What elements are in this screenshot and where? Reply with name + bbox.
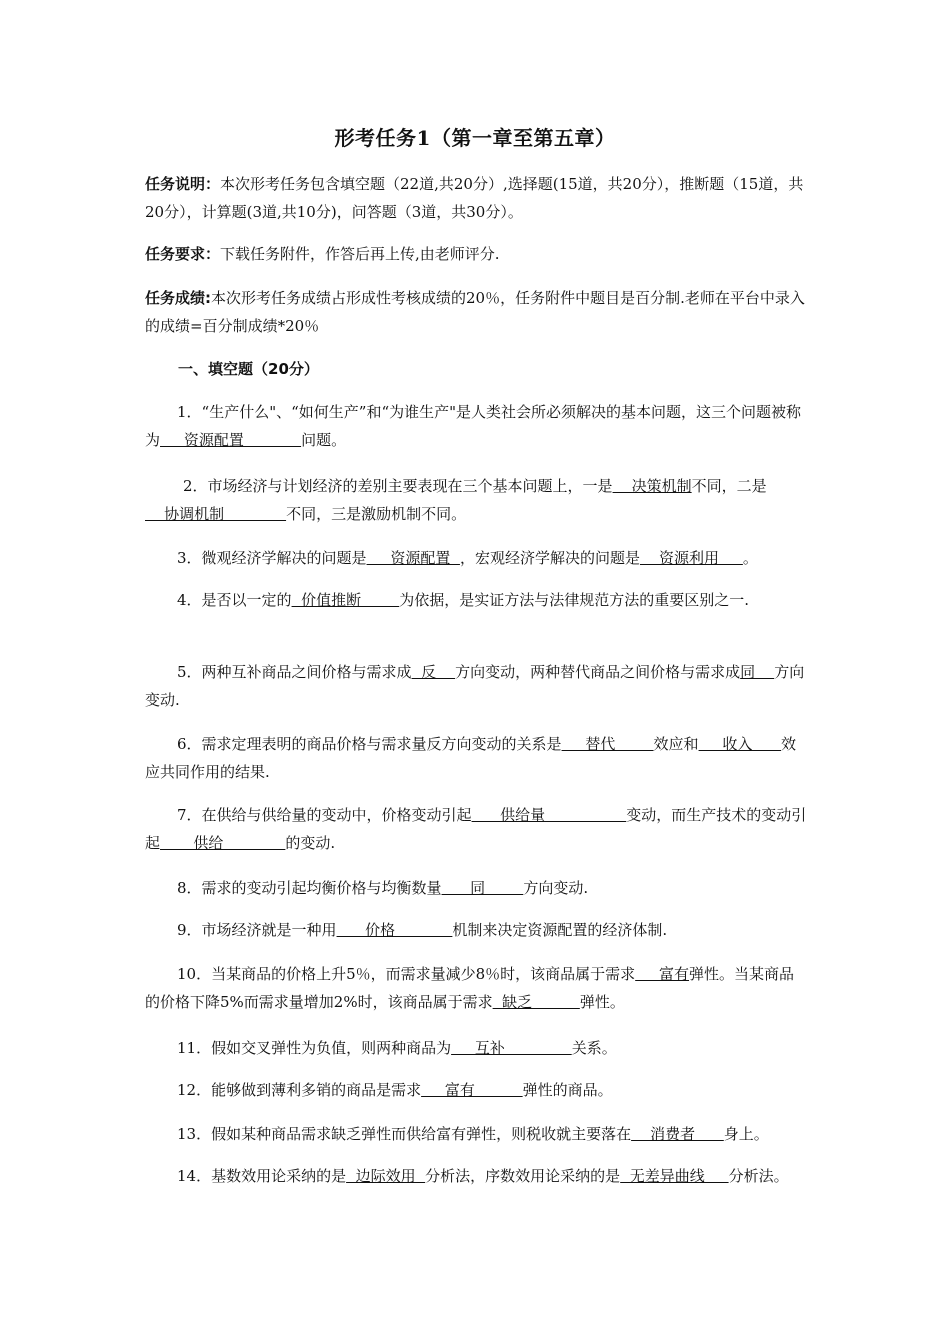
- answer-blank: 价格: [336, 921, 453, 939]
- task-grade-label: 任务成绩:: [145, 289, 211, 307]
- answer-blank: 同: [740, 663, 775, 681]
- question-text: 10．当某商品的价格上升5％，而需求量减少8％时，该商品属于需求: [177, 965, 636, 983]
- question-14: [145, 1162, 807, 1190]
- answer-blank: 替代: [561, 735, 654, 753]
- question-text: 问题。: [301, 431, 347, 449]
- answer-blank: 资源配置: [160, 431, 302, 449]
- question-1: [145, 398, 807, 454]
- question-text: 6．需求定理表明的商品价格与需求量反方向变动的关系是: [177, 735, 562, 753]
- question-text: 2．市场经济与计划经济的差别主要表现在三个基本问题上，一是: [183, 477, 613, 495]
- answer-blank: 收入: [698, 735, 782, 753]
- answer-blank: 价值推断: [291, 591, 400, 609]
- answer-blank: 缺乏: [492, 993, 580, 1011]
- question-9: [145, 916, 807, 944]
- question-text: 方向变动.: [523, 879, 589, 897]
- question-text: 的变动.: [285, 834, 336, 852]
- question-text: ，宏观经济学解决的问题是: [459, 549, 640, 567]
- task-grade-text: 本次形考任务成绩占形成性考核成绩的20％，任务附件中题目是百分制.老师在平台中录入的成绩=百分制成绩*20％: [145, 289, 805, 335]
- question-text: 不同，三是激励机制不同。: [286, 505, 467, 523]
- answer-blank: 决策机制: [612, 477, 692, 495]
- section-heading: 一、填空题（20分）: [178, 360, 319, 378]
- question-8: [145, 874, 807, 902]
- answer-blank: 富有: [421, 1081, 523, 1099]
- question-text: 弹性的商品。: [522, 1081, 613, 1099]
- answer-blank: 消费者: [631, 1125, 724, 1143]
- question-text: 5．两种互补商品之间价格与需求成: [177, 663, 412, 681]
- question-text: 效应共同作用的结果.: [145, 735, 797, 781]
- question-2: [145, 472, 807, 528]
- question-7: [145, 801, 807, 857]
- question-text: 方向变动.: [145, 663, 805, 709]
- answer-blank: 反: [411, 663, 456, 681]
- question-text: 1．“生产什么"、“如何生产”和“为谁生产"是人类社会所必须解决的基本问题，这三个问题被称为: [145, 403, 802, 449]
- answer-blank: 富有: [635, 965, 690, 983]
- answer-blank: 资源利用: [639, 549, 743, 567]
- question-12: [145, 1076, 807, 1104]
- task-description-label: 任务说明：: [145, 175, 221, 193]
- question-text: 12．能够做到薄利多销的商品是需求: [177, 1081, 422, 1099]
- page-title: 形考任务1（第一章至第五章）: [334, 126, 616, 150]
- question-text: 方向变动，两种替代商品之间价格与需求成: [455, 663, 741, 681]
- question-text: 效应和: [653, 735, 699, 753]
- answer-blank: 供给量: [471, 806, 627, 824]
- question-text: 9．市场经济就是一种用: [177, 921, 337, 939]
- answer-blank: 同: [441, 879, 524, 897]
- question-text: 4．是否以一定的: [177, 591, 292, 609]
- question-text: 弹性。当某商品的价格下降5%而需求量增加2%时，该商品属于需求: [145, 965, 795, 1011]
- question-text: 不同，二是: [691, 477, 767, 495]
- task-requirement-label: 任务要求：: [145, 245, 221, 263]
- task-description-text: 本次形考任务包含填空题（22道,共20分）,选择题(15道，共20分），推断题（15道，共20分），计算题(3道,共10分)，问答题（3道，共30分）。: [145, 175, 804, 221]
- answer-blank: 协调机制: [145, 505, 287, 523]
- question-text: 分析法。: [728, 1167, 789, 1185]
- answer-blank: 供给: [160, 834, 286, 852]
- task-description: [145, 170, 807, 226]
- question-text: 身上。: [723, 1125, 769, 1143]
- question-text: 弹性。: [579, 993, 625, 1011]
- question-text: 为依据，是实证方法与法律规范方法的重要区别之一.: [399, 591, 750, 609]
- question-10: [145, 960, 807, 1016]
- question-text: 13．假如某种商品需求缺乏弹性而供给富有弹性，则税收就主要落在: [177, 1125, 632, 1143]
- task-requirement-text: 下载任务附件，作答后再上传,由老师评分.: [220, 245, 500, 263]
- question-3: [145, 544, 807, 572]
- question-13: [145, 1120, 807, 1148]
- question-4: [145, 586, 807, 614]
- task-grade: [145, 284, 807, 340]
- question-text: 变动，而生产技术的变动引起: [145, 806, 807, 852]
- question-text: 关系。: [571, 1039, 617, 1057]
- question-text: 。: [742, 549, 758, 567]
- question-text: 3．微观经济学解决的问题是: [177, 549, 367, 567]
- question-11: [145, 1034, 807, 1062]
- task-requirement: [145, 240, 807, 268]
- answer-blank: 无差异曲线: [620, 1167, 729, 1185]
- question-text: 分析法，序数效用论采纳的是: [425, 1167, 621, 1185]
- question-text: 机制来决定资源配置的经济体制.: [452, 921, 668, 939]
- question-text: 11．假如交叉弹性为负值，则两种商品为: [177, 1039, 452, 1057]
- question-text: 8．需求的变动引起均衡价格与均衡数量: [177, 879, 442, 897]
- answer-blank: 互补: [451, 1039, 572, 1057]
- answer-blank: 边际效用: [346, 1167, 426, 1185]
- answer-blank: 资源配置: [366, 549, 460, 567]
- question-text: 7．在供给与供给量的变动中，价格变动引起: [177, 806, 472, 824]
- question-text: 14．基数效用论采纳的是: [177, 1167, 347, 1185]
- question-6: [145, 730, 807, 786]
- question-5: [145, 658, 807, 714]
